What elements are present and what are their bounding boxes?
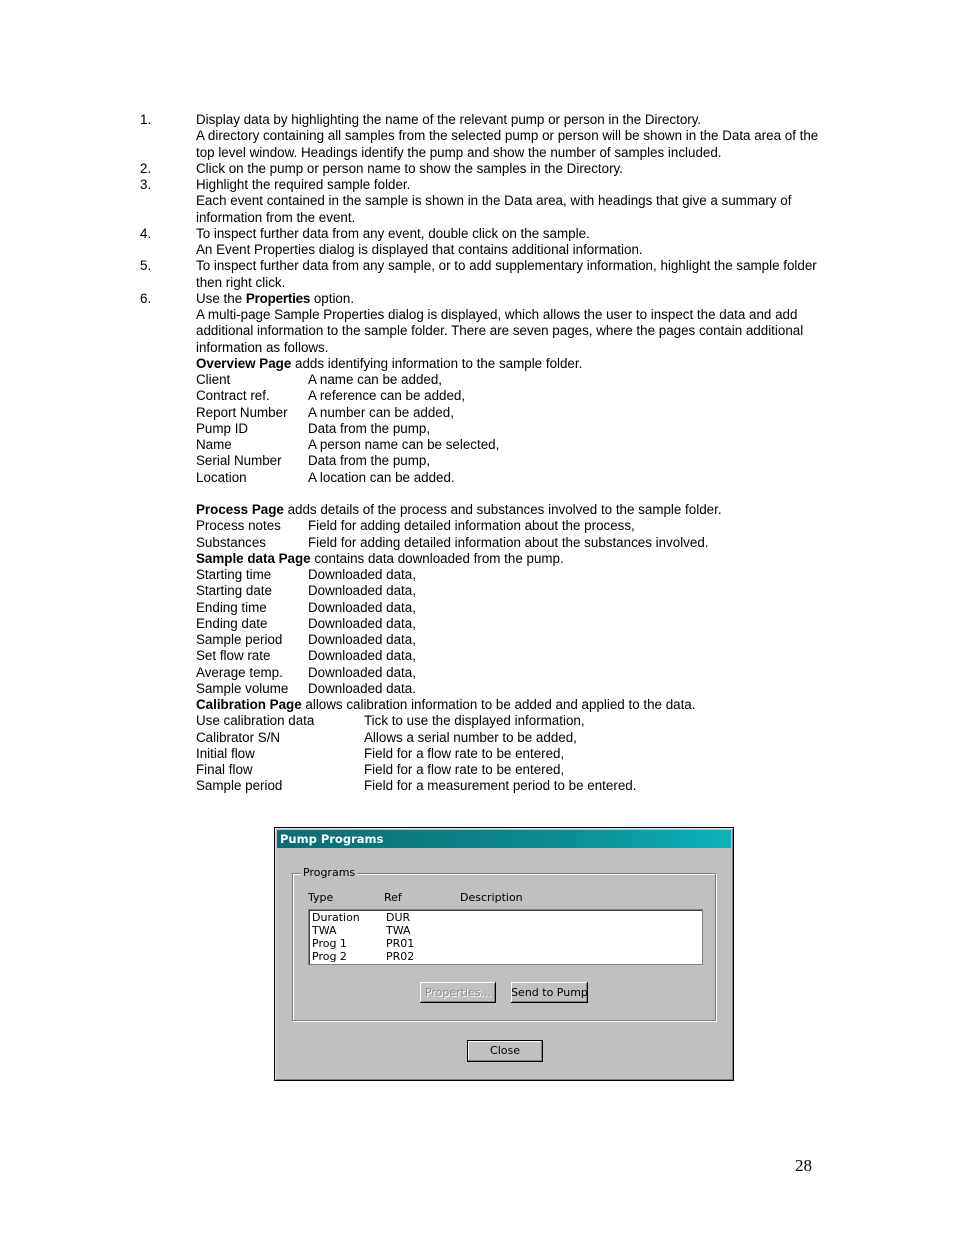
step-1 — [140, 112, 820, 161]
step-6 — [140, 291, 820, 795]
item-ref: PR01 — [386, 937, 415, 950]
list-item[interactable] — [312, 924, 692, 937]
field-row — [196, 665, 820, 681]
field-desc: A name can be added, — [308, 372, 443, 387]
field-name: Sample period — [196, 778, 283, 794]
field-row — [196, 405, 820, 421]
field-desc: Downloaded data, — [308, 615, 416, 631]
field-row — [196, 567, 820, 583]
section-desc: allows calibration information to be added and applied to the data. — [301, 697, 696, 712]
step-5 — [140, 258, 820, 291]
section-title: Overview Page — [196, 355, 292, 371]
properties-option-label: Properties — [245, 290, 311, 306]
field-desc: Downloaded data, — [308, 599, 416, 615]
step-number: 4. — [140, 225, 152, 241]
section-title: Sample data Page — [196, 550, 311, 566]
section-desc: adds identifying information to the sample folder. — [291, 355, 583, 371]
sample-data-section — [196, 551, 820, 697]
step-text-pre: Use the — [196, 290, 246, 306]
section-desc: contains data downloaded from the pump. — [310, 550, 564, 566]
field-desc: Downloaded data, — [308, 583, 416, 599]
field-desc: A number can be added, — [308, 404, 454, 420]
calibration-section — [196, 697, 820, 795]
field-name: Sample volume — [196, 680, 289, 696]
field-desc: Field for a measurement period to be entered. — [364, 778, 637, 794]
field-row — [196, 730, 820, 746]
field-name: Use calibration data — [196, 713, 315, 729]
step-text-post: option. — [310, 290, 355, 306]
field-name: Substances — [196, 534, 266, 550]
field-row — [196, 632, 820, 648]
field-desc: Downloaded data, — [308, 648, 416, 664]
field-desc: A reference can be added, — [308, 388, 466, 404]
section-title: Process Page — [196, 502, 284, 517]
dialog-title: Pump Programs — [280, 832, 384, 846]
field-name: Set flow rate — [196, 648, 271, 664]
field-row — [196, 746, 820, 762]
field-desc: Field for a flow rate to be entered, — [364, 745, 565, 761]
list-item[interactable] — [312, 937, 692, 950]
field-row — [196, 778, 820, 794]
step-detail: An Event Properties dialog is displayed that contains additional information. — [196, 242, 643, 257]
field-row — [196, 762, 820, 778]
field-row — [196, 681, 820, 697]
field-name: Final flow — [196, 762, 253, 777]
column-header-type[interactable]: Type — [308, 891, 334, 904]
step-text: Highlight the required sample folder. — [196, 177, 411, 192]
field-desc: Field for adding detailed information about the substances involved. — [308, 534, 709, 550]
field-name: Client — [196, 372, 231, 387]
field-desc: A person name can be selected, — [308, 437, 500, 452]
field-row — [196, 518, 820, 534]
field-name: Contract ref. — [196, 388, 270, 404]
pump-programs-dialog — [274, 827, 734, 1081]
field-row — [196, 600, 820, 616]
step-number: 1. — [140, 112, 152, 127]
step-2 — [140, 161, 820, 177]
field-row — [196, 713, 820, 729]
field-name: Serial Number — [196, 453, 282, 469]
field-desc: Field for a flow rate to be entered, — [364, 762, 565, 777]
field-desc: Downloaded data, — [308, 632, 416, 647]
programs-group-label: Programs — [303, 866, 356, 879]
field-row — [196, 421, 820, 437]
item-type: TWA — [312, 924, 337, 937]
step-text: Display data by highlighting the name of the relevant pump or person in the Directory. — [196, 112, 702, 127]
send-to-pump-button[interactable]: Send to Pump — [511, 982, 588, 1003]
step-detail: A directory containing all samples from the selected pump or person will be shown in the Data area of the top level window. Headings identify the pump and show the number of samples included. — [196, 128, 819, 160]
step-number: 3. — [140, 177, 152, 192]
field-desc: Downloaded data, — [308, 664, 416, 680]
field-name: Ending date — [196, 615, 268, 631]
process-section — [196, 502, 820, 551]
field-desc: Field for adding detailed information about the process, — [308, 518, 635, 534]
field-row — [196, 583, 820, 599]
field-name: Location — [196, 469, 247, 485]
step-text: Click on the pump or person name to show the samples in the Directory. — [196, 160, 623, 176]
field-row — [196, 470, 820, 486]
item-type: Prog 1 — [312, 937, 347, 950]
overview-section — [196, 356, 820, 486]
field-name: Starting date — [196, 583, 272, 599]
field-row — [196, 388, 820, 404]
field-row — [196, 648, 820, 664]
field-name: Report Number — [196, 404, 288, 420]
column-header-ref[interactable]: Ref — [384, 891, 402, 904]
dialog-title-bar[interactable] — [277, 830, 731, 848]
field-desc: A location can be added. — [308, 469, 455, 485]
field-name: Initial flow — [196, 745, 255, 761]
field-row — [196, 437, 820, 453]
field-desc: Data from the pump, — [308, 453, 431, 469]
step-detail: Each event contained in the sample is shown in the Data area, with headings that give a summary of information from the event. — [196, 193, 792, 225]
field-name: Sample period — [196, 632, 283, 647]
step-detail: A multi-page Sample Properties dialog is displayed, which allows the user to inspect the data and add additional information to the sample folder. There are seven pages, where the pages contain additional information as follows. — [196, 307, 804, 355]
list-item[interactable] — [312, 950, 692, 963]
item-ref: TWA — [386, 924, 411, 937]
step-number: 6. — [140, 290, 152, 306]
step-text: To inspect further data from any sample, or to add supplementary information, highlight the sample folder then right click. — [196, 258, 817, 290]
field-name: Calibrator S/N — [196, 729, 281, 745]
step-text — [196, 291, 820, 307]
programs-list[interactable] — [308, 909, 703, 965]
field-desc: Downloaded data. — [308, 680, 416, 696]
column-header-description[interactable]: Description — [460, 891, 523, 904]
step-number: 2. — [140, 160, 152, 176]
item-type: Duration — [312, 911, 360, 924]
step-4 — [140, 226, 820, 259]
field-desc: Downloaded data, — [308, 567, 416, 582]
field-name: Name — [196, 437, 232, 452]
section-title: Calibration Page — [196, 697, 302, 712]
close-button[interactable]: Close — [467, 1040, 543, 1062]
field-name: Starting time — [196, 567, 272, 582]
field-desc: Tick to use the displayed information, — [364, 713, 585, 729]
item-ref: DUR — [386, 911, 411, 924]
list-item[interactable] — [312, 911, 692, 924]
field-desc: Allows a serial number to be added, — [364, 729, 577, 745]
field-row — [196, 453, 820, 469]
field-row — [196, 372, 820, 388]
field-name: Ending time — [196, 599, 267, 615]
field-row — [196, 616, 820, 632]
step-text: To inspect further data from any event, double click on the sample. — [196, 225, 590, 241]
item-ref: PR02 — [386, 950, 415, 963]
properties-button[interactable]: Properties... — [420, 982, 496, 1003]
step-3 — [140, 177, 820, 226]
item-type: Prog 2 — [312, 950, 347, 963]
field-name: Process notes — [196, 518, 281, 534]
document-body — [140, 112, 820, 795]
step-number: 5. — [140, 258, 152, 274]
field-desc: Data from the pump, — [308, 420, 431, 436]
field-name: Pump ID — [196, 420, 249, 436]
page-number: 28 — [795, 1156, 812, 1175]
section-desc: adds details of the process and substances involved to the sample folder. — [283, 502, 722, 517]
field-row — [196, 535, 820, 551]
programs-group — [292, 866, 716, 1021]
field-name: Average temp. — [196, 664, 283, 680]
